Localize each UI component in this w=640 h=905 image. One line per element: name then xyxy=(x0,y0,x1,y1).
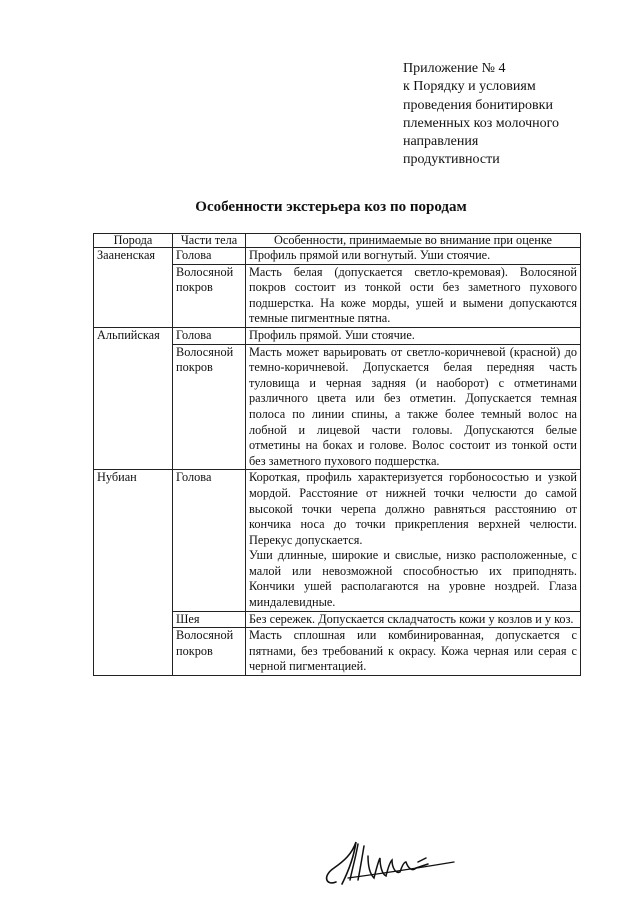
document-title: Особенности экстерьера коз по породам xyxy=(195,199,467,215)
header-breed: Порода xyxy=(94,234,173,248)
feature-text: Профиль прямой или вогнутый. Уши стоячие. xyxy=(246,248,581,265)
breed-name: Зааненская xyxy=(94,248,173,328)
feature-paragraph: Короткая, профиль характеризуется горбоносостью и узкой мордой. Расстояние от нижней точки челюсти до самой высокой точки черепа должно равняться расстоянию от кончика носа до точки прикрепления верхней челюсти. Перекус допускается. xyxy=(249,470,577,547)
breed-name: Нубиан xyxy=(94,470,173,676)
feature-text: Масть может варьировать от светло-коричневой (красной) до темно-коричневой. Допускается белая передняя часть туловища и черная задняя (и наоборот) с отметинами различного цвета или без отметин. Допускается темная полоса по линии спины, а также более темный волос на лобной и лицевой части головы. Допускаются белые отметины на боках и голове. Волос состоит из тонкой ости без заметного пухового подшерстка. xyxy=(246,344,581,470)
body-part: Волосяной покров xyxy=(173,344,246,470)
header-body-part: Части тела xyxy=(173,234,246,248)
table-row xyxy=(94,248,581,265)
body-part: Шея xyxy=(173,611,246,628)
appendix-line: продуктивности xyxy=(403,152,500,168)
breed-traits-table xyxy=(93,233,581,676)
feature-paragraph: Уши длинные, широкие и свислые, низко расположенные, с малой или невозможной способностью их приподнять. Кончики ушей располагаются на уровне ноздрей. Глаза миндалевидные. xyxy=(249,548,577,610)
table-header-row xyxy=(94,234,581,248)
feature-text: Масть сплошная или комбинированная, допускается с пятнами, без требований к окрасу. Кожа черная или серая с черной пигментацией. xyxy=(246,628,581,676)
header-features: Особенности, принимаемые во внимание при оценке xyxy=(246,234,581,248)
body-part: Голова xyxy=(173,248,246,265)
appendix-line: Приложение № 4 xyxy=(403,61,506,76)
feature-text xyxy=(246,470,581,611)
body-part: Волосяной покров xyxy=(173,628,246,676)
handwritten-signature xyxy=(318,832,458,890)
appendix-header xyxy=(403,60,603,170)
appendix-line: проведения бонитировки xyxy=(403,97,553,113)
feature-text: Масть белая (допускается светло-кремовая). Волосяной покров состоит из тонкой ости без заметного пухового подшерстка. На коже морды, ушей и вымени допускаются темные пигментные пятна. xyxy=(246,264,581,327)
body-part: Волосяной покров xyxy=(173,264,246,327)
body-part: Голова xyxy=(173,470,246,611)
feature-text: Без сережек. Допускается складчатость кожи у козлов и у коз. xyxy=(246,611,581,628)
table-row xyxy=(94,327,581,344)
body-part: Голова xyxy=(173,327,246,344)
table-row xyxy=(94,470,581,611)
feature-text: Профиль прямой. Уши стоячие. xyxy=(246,327,581,344)
appendix-line: племенных коз молочного xyxy=(403,115,560,131)
breed-name: Альпийская xyxy=(94,327,173,469)
appendix-line: направления xyxy=(403,134,479,150)
appendix-line: к Порядку и условиям xyxy=(403,79,536,95)
